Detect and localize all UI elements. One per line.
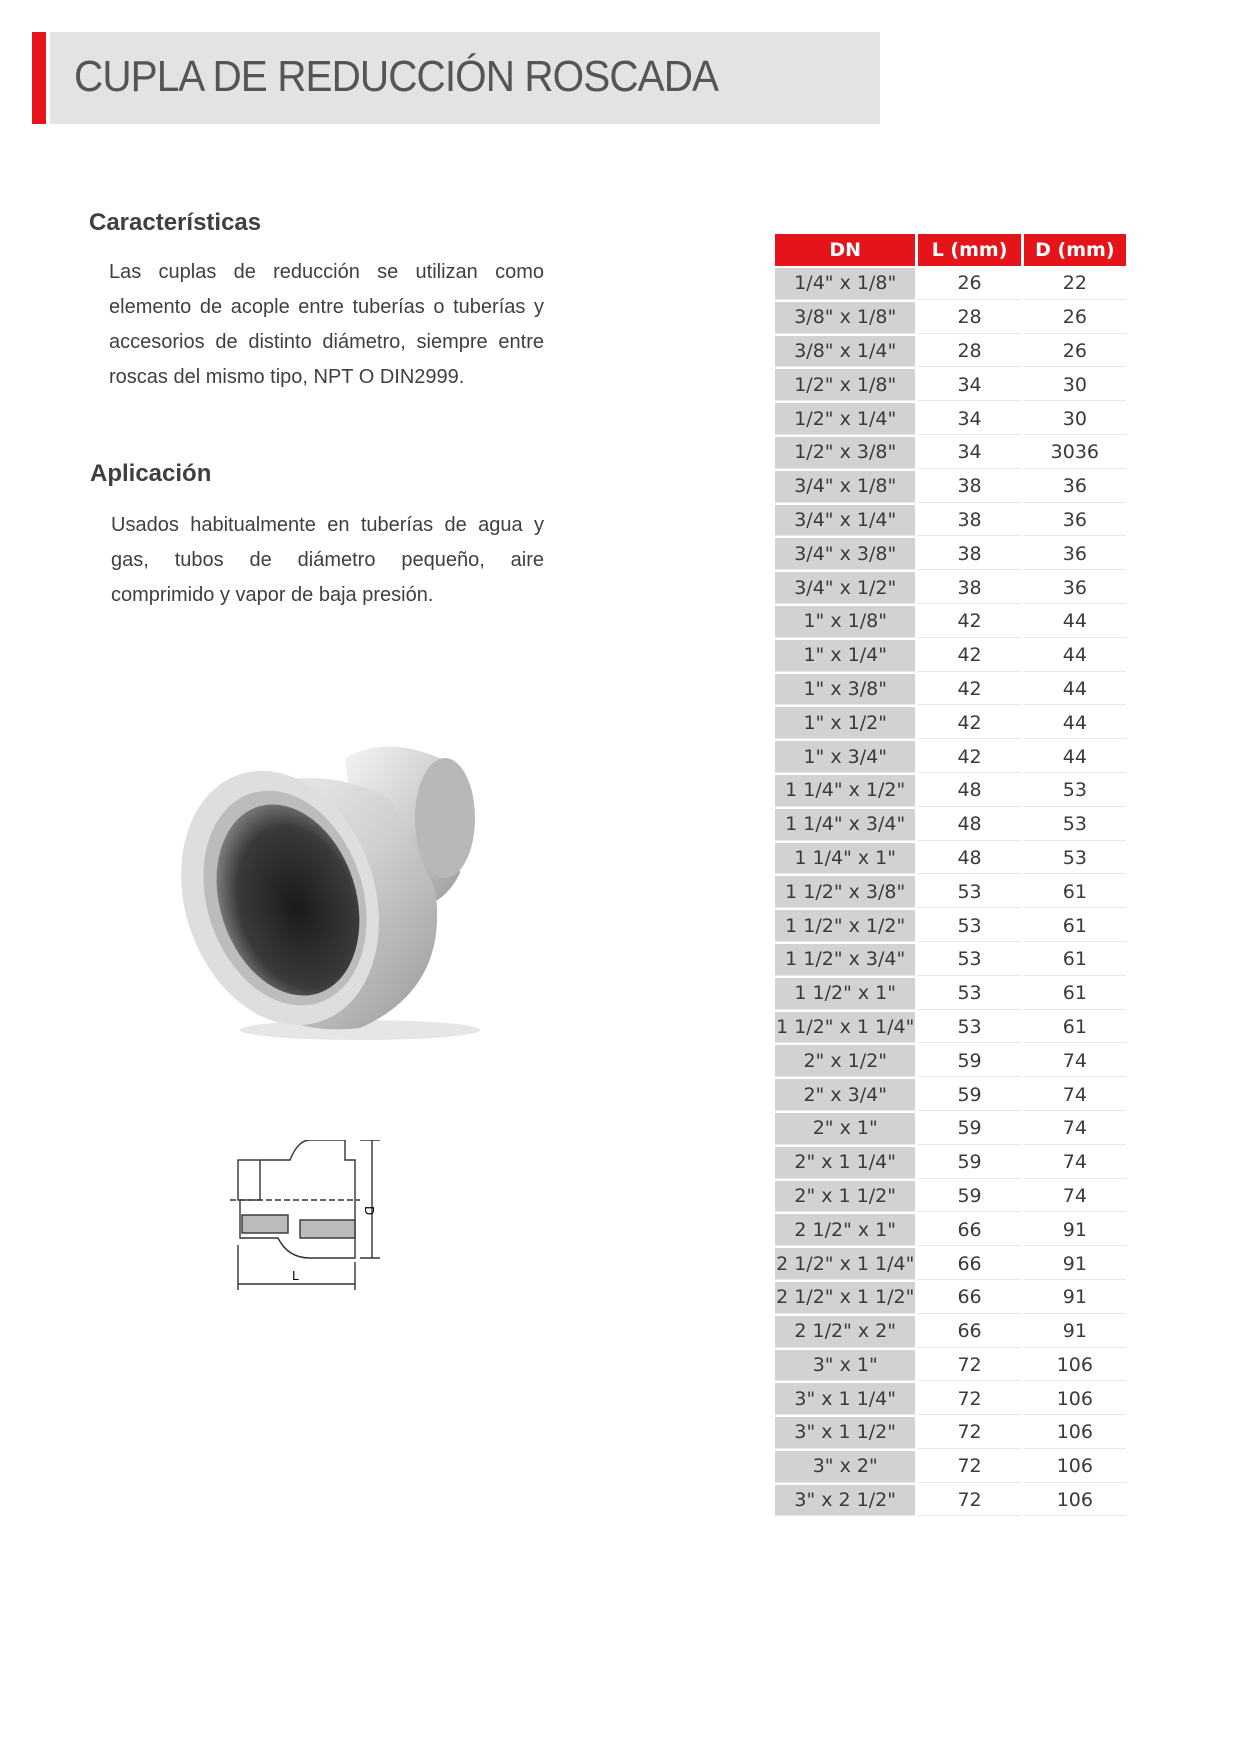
cell-l: 38 [918,505,1020,537]
table-row [775,437,1126,469]
cell-d: 36 [1024,538,1126,570]
cell-dn: 3" x 1 1/2" [775,1417,915,1449]
cell-dn: 2 1/2" x 1 1/4" [775,1248,915,1280]
cell-dn: 1 1/2" x 1/2" [775,910,915,942]
cell-dn: 1/4" x 1/8" [775,268,915,300]
cell-dn: 1 1/2" x 1 1/4" [775,1012,915,1044]
column-header-d: D (mm) [1024,234,1126,266]
features-text: Las cuplas de reducción se utilizan como elemento de acople entre tuberías o tuberías y accesorios de distinto diámetro, siempre entre roscas del mismo tipo, NPT O DIN2999. [109,261,544,388]
cell-l: 59 [918,1079,1020,1111]
cell-d: 26 [1024,302,1126,334]
cell-l: 48 [918,775,1020,807]
cell-d: 36 [1024,572,1126,604]
table-row [775,741,1126,773]
cell-l: 66 [918,1316,1020,1348]
cell-dn: 2" x 1 1/4" [775,1147,915,1179]
table-row [775,1214,1126,1246]
cell-l: 53 [918,944,1020,976]
cell-dn: 3/4" x 1/2" [775,572,915,604]
cell-d: 106 [1024,1485,1126,1517]
cell-d: 106 [1024,1350,1126,1382]
application-text: Usados habitualmente en tuberías de agua y gas, tubos de diámetro pequeño, aire comprimido y vapor de baja presión. [111,514,544,606]
cell-d: 30 [1024,403,1126,435]
table-row [775,538,1126,570]
table-row [775,606,1126,638]
cell-dn: 3" x 1 1/4" [775,1383,915,1415]
cell-l: 66 [918,1248,1020,1280]
cell-l: 42 [918,741,1020,773]
table-row [775,403,1126,435]
cell-l: 48 [918,809,1020,841]
cell-d: 44 [1024,674,1126,706]
cell-d: 91 [1024,1214,1126,1246]
cell-d: 44 [1024,741,1126,773]
cell-dn: 2 1/2" x 1" [775,1214,915,1246]
cell-dn: 1/2" x 1/4" [775,403,915,435]
cell-dn: 3" x 2" [775,1451,915,1483]
cell-d: 91 [1024,1282,1126,1314]
cell-l: 66 [918,1214,1020,1246]
table-row [775,843,1126,875]
cell-l: 48 [918,843,1020,875]
cell-l: 53 [918,1012,1020,1044]
cell-dn: 2 1/2" x 2" [775,1316,915,1348]
cell-d: 74 [1024,1045,1126,1077]
cell-l: 38 [918,572,1020,604]
cell-dn: 1 1/4" x 1" [775,843,915,875]
page-title: CUPLA DE REDUCCIÓN ROSCADA [74,52,719,101]
cell-dn: 3/8" x 1/8" [775,302,915,334]
table-row [775,336,1126,368]
table-row [775,944,1126,976]
table-row [775,809,1126,841]
title-separator [46,32,50,124]
cell-dn: 1" x 1/4" [775,640,915,672]
cell-dn: 1/2" x 1/8" [775,369,915,401]
cell-l: 59 [918,1045,1020,1077]
cell-l: 42 [918,674,1020,706]
cell-d: 61 [1024,978,1126,1010]
cell-l: 42 [918,640,1020,672]
table-row [775,775,1126,807]
cell-dn: 2" x 1/2" [775,1045,915,1077]
table-row [775,471,1126,503]
cell-d: 106 [1024,1383,1126,1415]
cell-dn: 1 1/2" x 3/8" [775,876,915,908]
table-row [775,707,1126,739]
cell-l: 72 [918,1350,1020,1382]
table-row [775,1012,1126,1044]
table-row [775,1282,1126,1314]
table-row [775,1350,1126,1382]
cell-d: 91 [1024,1248,1126,1280]
column-header-dn: DN [775,234,915,266]
table-row [775,505,1126,537]
cell-d: 22 [1024,268,1126,300]
table-row [775,1417,1126,1449]
table-row [775,572,1126,604]
table-row [775,1079,1126,1111]
cell-dn: 2" x 1 1/2" [775,1181,915,1213]
table-row [775,369,1126,401]
table-row [775,1383,1126,1415]
cell-dn: 3/4" x 1/8" [775,471,915,503]
cell-l: 34 [918,369,1020,401]
cell-dn: 3/8" x 1/4" [775,336,915,368]
cell-d: 61 [1024,944,1126,976]
table-row [775,1248,1126,1280]
table-header-row [775,234,1126,266]
cell-d: 74 [1024,1079,1126,1111]
cell-l: 59 [918,1147,1020,1179]
cell-dn: 1" x 3/8" [775,674,915,706]
cell-d: 44 [1024,707,1126,739]
table-row [775,1113,1126,1145]
table-row [775,1485,1126,1517]
cell-dn: 2 1/2" x 1 1/2" [775,1282,915,1314]
application-heading: Aplicación [90,460,212,487]
cell-l: 34 [918,403,1020,435]
cell-dn: 1" x 1/2" [775,707,915,739]
cell-dn: 1 1/2" x 1" [775,978,915,1010]
cell-d: 74 [1024,1113,1126,1145]
cell-l: 72 [918,1485,1020,1517]
table-row [775,268,1126,300]
table-row [775,1451,1126,1483]
cell-d: 3036 [1024,437,1126,469]
cell-l: 42 [918,707,1020,739]
cell-l: 53 [918,910,1020,942]
cell-l: 28 [918,302,1020,334]
cell-dn: 3" x 2 1/2" [775,1485,915,1517]
table-row [775,910,1126,942]
cell-d: 30 [1024,369,1126,401]
cell-dn: 1" x 3/4" [775,741,915,773]
cell-d: 36 [1024,471,1126,503]
cell-dn: 2" x 1" [775,1113,915,1145]
cell-l: 26 [918,268,1020,300]
cell-l: 72 [918,1383,1020,1415]
column-header-l: L (mm) [918,234,1020,266]
cell-d: 74 [1024,1181,1126,1213]
table-row [775,978,1126,1010]
cell-d: 44 [1024,606,1126,638]
cell-d: 106 [1024,1451,1126,1483]
title-accent-bar [32,32,46,124]
cell-d: 61 [1024,1012,1126,1044]
cell-dn: 1/2" x 3/8" [775,437,915,469]
features-heading: Características [89,209,262,236]
table-row [775,1147,1126,1179]
cell-d: 53 [1024,843,1126,875]
cell-d: 36 [1024,505,1126,537]
cell-dn: 1 1/4" x 3/4" [775,809,915,841]
cell-l: 28 [918,336,1020,368]
table-row [775,876,1126,908]
cell-l: 42 [918,606,1020,638]
cell-d: 26 [1024,336,1126,368]
cell-l: 59 [918,1113,1020,1145]
cell-d: 61 [1024,876,1126,908]
table-row [775,1045,1126,1077]
cell-l: 34 [918,437,1020,469]
cell-l: 59 [918,1181,1020,1213]
cell-d: 61 [1024,910,1126,942]
table-row [775,1181,1126,1213]
cell-dn: 1" x 1/8" [775,606,915,638]
cell-d: 44 [1024,640,1126,672]
cell-l: 66 [918,1282,1020,1314]
table-row [775,640,1126,672]
title-bar [32,32,880,124]
table-row [775,674,1126,706]
cell-dn: 3/4" x 3/8" [775,538,915,570]
cell-l: 53 [918,876,1020,908]
cell-d: 106 [1024,1417,1126,1449]
cell-dn: 3/4" x 1/4" [775,505,915,537]
cell-dn: 1 1/4" x 1/2" [775,775,915,807]
cell-dn: 2" x 3/4" [775,1079,915,1111]
cell-dn: 1 1/2" x 3/4" [775,944,915,976]
cell-d: 91 [1024,1316,1126,1348]
product-photo [160,738,520,1058]
technical-drawing [230,1140,430,1340]
table-row [775,302,1126,334]
cell-d: 74 [1024,1147,1126,1179]
table-row [775,1316,1126,1348]
cell-l: 38 [918,471,1020,503]
cell-l: 38 [918,538,1020,570]
cell-l: 72 [918,1417,1020,1449]
cell-d: 53 [1024,809,1126,841]
cell-l: 72 [918,1451,1020,1483]
cell-dn: 3" x 1" [775,1350,915,1382]
dimension-l-label: L [292,1269,299,1283]
cell-d: 53 [1024,775,1126,807]
cell-l: 53 [918,978,1020,1010]
spec-table [772,232,1129,1518]
dimension-d-label: D [362,1206,376,1216]
